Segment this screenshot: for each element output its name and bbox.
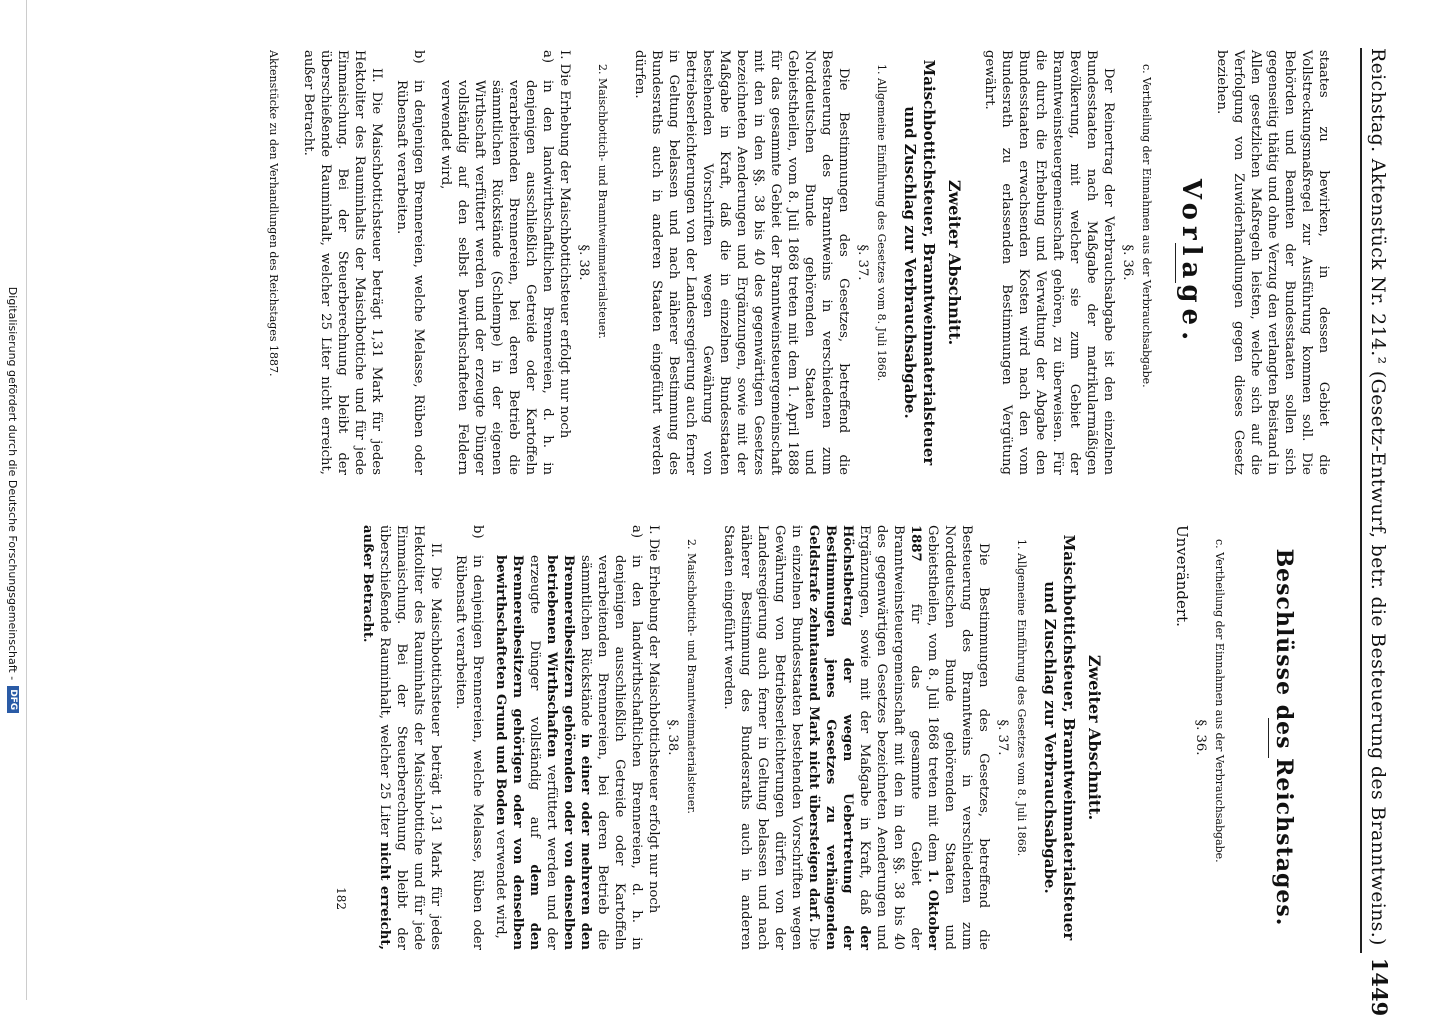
column-beschluesse <box>332 525 1332 950</box>
subheading-c-right: c. Vertheilung der Einnahmen aus der Verbrauchsabgabe. <box>1213 539 1226 863</box>
section-heading-right: Zweiter Abschnitt. <box>1085 654 1104 821</box>
intro-paragraph: staates zu bewirken, in dessen Gebiet die Vollstreckungsmaßregel zur Ausführung kommen soll. Die Behörden und Beamten der Bundesstaaten sollen sich gegenseitig thätig und ohne Verzug den verlangten Beistand in Allen gesetzlichen Maßregeln leisten, welche sich auf die Verfolgung von Zuwiderhandlungen gegen dieses Gesetz beziehen. <box>1214 50 1331 475</box>
subheading-2: 2. Maischbottich- und Branntweinmaterialsteuer. <box>596 64 609 339</box>
list-item-a: a) in den landwirthschaftlichen Brennereien, d. h. in denjenigen ausschließlich Getreide oder Kartoffeln verarbeitenden Brennereien, bei deren Betrieb die sämmtlichen Rückstände (Schlempe) in der eigenen Wirthschaft verfüttert werden und der erzeugte Dünger vollständig auf den selbst bewirthschafteten Feldern verwendet wird, <box>438 50 555 475</box>
title-rule-right <box>1268 718 1269 758</box>
text-36: Der Reinertrag der Verbrauchsabgabe ist den einzelnen Bundesstaaten nach Maßgabe der matrikularmäßigen Bevölkerung, mit welcher sie zum Gebiet der Branntweinsteuergemeinschaft gehören, zu überweisen. Für die durch die Erhebung und Verwaltung der Abgabe den Bundesstaaten erwachsenden Kosten wird nach den vom Bundesrath zu erlassenden Bestimmungen Vergütung gewährt. <box>982 50 1116 475</box>
subheading-2-right: 2. Maischbottich- und Branntweinmaterialsteuer. <box>685 539 698 814</box>
column-title-right: Beschlüsse des Reichstages. <box>1271 548 1297 927</box>
footnote: Aktenstücke zu den Verhandlungen des Reichstages 1887. <box>267 50 280 377</box>
item-b-text: in denjenigen Brennereien, welche Melasse, Rüben oder Rübensaft verarbeiten. <box>394 80 426 475</box>
text-37-right: Die Bestimmungen des Gesetzes, betreffend die Besteuerung des Branntweins in verschiedenen zum Norddeutschen Bunde gehörenden Staaten und Gebietstheilen, vom 8. Juli 1868 treten mit dem 1. Oktober 1887 für das gesammte Gebiet der Branntweinsteuergemeinschaft mit den in den §§. 38 bis 40 des gegenwärtigen Gesetzes bezeichneten Aenderungen und Ergänzungen, sowie mit der Maßgabe in Kraft, daß der Höchstbetrag der wegen Uebertretung der Bestimmungen jenes Gesetzes zu verhängenden Geldstrafe zehntausend Mark nicht übersteigen darf. Die in einzelnen Bundesstaaten bestehenden Vorschriften wegen Gewährung von Betriebserleichterungen dürfen von der Landesregierung auch ferner in Geltung belassen und nach näherer Bestimmung des Bundesraths auch in anderen Staaten eingeführt werden. <box>721 525 991 950</box>
subheading-1-right: 1. Allgemeine Einführung des Gesetzes vom 8. Juli 1868. <box>1015 539 1028 857</box>
item-b-right-text: in denjenigen Brennereien, welche Melasse, Rüben oder Rübensaft verarbeiten. <box>453 555 485 950</box>
footer-text: Digitalisierung gefördert durch die Deutsche Forschungsgemeinschaft - <box>6 286 20 681</box>
paragraph-37-right: §. 37. <box>995 719 1010 756</box>
list-item-b: b) in denjenigen Brennereien, welche Melasse, Rüben oder Rübensaft verarbeiten. <box>394 50 426 475</box>
page-number: 1449 <box>1367 957 1392 1016</box>
column-vorlage <box>265 50 1332 475</box>
running-title: Reichstag. Aktenstück Nr. 214.² (Gesetz-Entwurf, betr. die Besteuerung des Branntweins.) <box>1367 48 1389 946</box>
text-38-ii: II. Die Maischbottichsteuer beträgt 1,31 Mark für jedes Hektoliter des Rauminhalts der Maischbottiche und für jede Einmaischung. Bei der Steuerberechnung bleibt der überschießende Rauminhalt, welcher 25 Liter nicht erreicht, außer Betracht. <box>301 50 384 475</box>
text-38-ii-right: II. Die Maischbottichsteuer beträgt 1,31 Mark für jedes Hektoliter des Rauminhalts der Maischbottiche und für jede Einmaischung. Bei der Steuerberechnung bleibt der überschießende Rauminhalt, welcher 25 Liter nicht erreicht, außer Betracht. <box>360 525 443 950</box>
text-37: Die Bestimmungen des Gesetzes, betreffend die Besteuerung des Branntweins in verschiedenen zum Norddeutschen Bunde gehörenden Staaten und Gebietstheilen, vom 8. Juli 1868 treten mit dem 1. April 1888 für das gesammte Gebiet der Branntweinsteuergemeinschaft mit den in den §§. 38 bis 40 des gegenwärtigen Gesetzes bezeichneten Aenderungen und Ergänzungen, sowie mit der Maßgabe in Kraft, daß die in einzelnen Bundesstaaten bestehenden Vorschriften wegen Gewährung von Betriebserleichterungen von der Landesregierung auch ferner in Geltung belassen und nach näherer Bestimmung des Bundesraths auch in anderen Staaten eingeführt werden dürfen. <box>632 50 851 475</box>
section-subtitle: Maischbottichsteuer, Branntweinmaterialsteuer und Zuschlag zur Verbrauchsabgabe. <box>901 59 938 466</box>
header-rule <box>1360 48 1362 953</box>
digitization-footer <box>0 0 27 1000</box>
paragraph-36: §. 36. <box>1120 244 1135 281</box>
subheading-1: 1. Allgemeine Einführung des Gesetzes vom 8. Juli 1868. <box>875 64 888 382</box>
paragraph-36-right: §. 36. <box>1193 719 1208 756</box>
column-title: Vorlage. <box>1176 178 1206 347</box>
section-heading: Zweiter Abschnitt. <box>945 179 964 346</box>
section-subtitle-right: Maischbottichsteuer, Branntweinmaterialsteuer und Zuschlag zur Verbrauchsabgabe. <box>1041 534 1078 941</box>
text-38: I. Die Erhebung der Maischbottichsteuer erfolgt nur noch <box>557 50 572 439</box>
subheading-c: c. Vertheilung der Einnahmen aus der Verbrauchsabgabe. <box>1140 64 1153 388</box>
paragraph-38: §. 38. <box>576 244 591 281</box>
list-item-b-right: b) in denjenigen Brennereien, welche Melasse, Rüben oder Rübensaft verarbeiten. <box>453 525 485 950</box>
page-header <box>1362 48 1392 1016</box>
item-a-right-text: in den landwirthschaftlichen Brennereien, d. h. in denjenigen ausschließlich Getreide oder Kartoffeln verarbeitenden Brennereien, bei deren Betrieb die sämmtlichen Rückstände in einer oder mehreren den Brennereibesitzern gehörenden oder von denselben betriebenen Wirthschaften verfüttert werden und der erzeugte Dünger vollständig auf dem den Brennereibesitzern gehörigen oder von denselben bewirthschafteten Grund und Boden verwendet wird, <box>493 555 644 950</box>
sheet-number: 182 <box>334 887 348 910</box>
list-item-a-right: a) in den landwirthschaftlichen Brennereien, d. h. in denjenigen ausschließlich Getreide oder Kartoffeln verarbeitenden Brennereien, bei deren Betrieb die sämmtlichen Rückstände in einer oder mehreren den Brennereibesitzern gehörenden oder von denselben betriebenen Wirthschaften verfüttert werden und der erzeugte Dünger vollständig auf dem den Brennereibesitzern gehörigen oder von denselben bewirthschafteten Grund und Boden verwendet wird, <box>493 525 644 950</box>
paragraph-37: §. 37. <box>855 244 870 281</box>
item-a-text: in den landwirthschaftlichen Brennereien, d. h. in denjenigen ausschließlich Getreide oder Kartoffeln verarbeitenden Brennereien, bei deren Betrieb die sämmtlichen Rückstände (Schlempe) in der eigenen Wirthschaft verfüttert werden und der erzeugte Dünger vollständig auf den selbst bewirthschafteten Feldern verwendet wird, <box>438 80 555 475</box>
paragraph-38-right: §. 38. <box>665 719 680 756</box>
text-38-right: I. Die Erhebung der Maischbottichsteuer erfolgt nur noch <box>646 525 661 914</box>
text-36-right: Unverändert. <box>1173 525 1191 627</box>
dfg-logo: DFG <box>7 686 19 713</box>
